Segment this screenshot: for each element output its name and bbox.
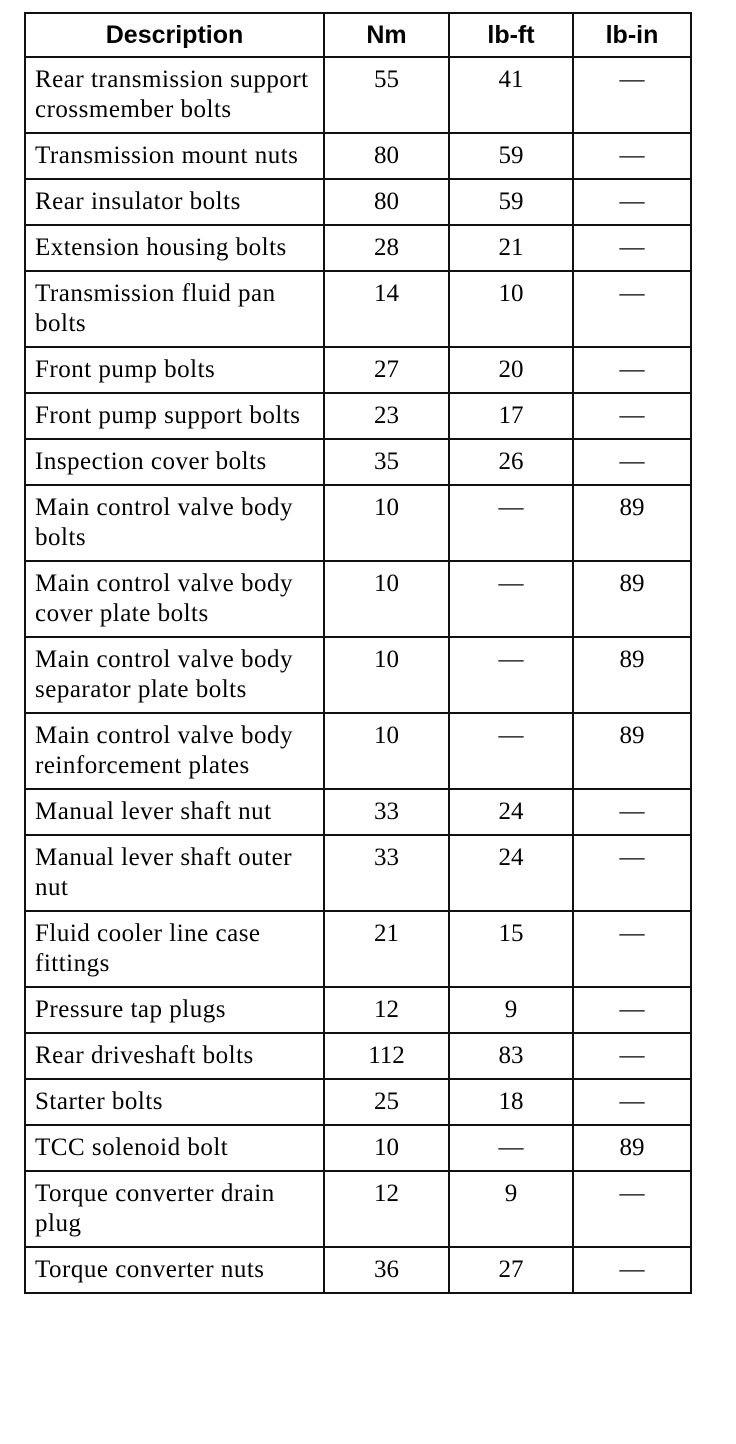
- table-row: [25, 835, 691, 911]
- cell-lb-ft: 24: [449, 789, 573, 835]
- cell-lb-in: —: [573, 57, 691, 133]
- cell-nm: 10: [324, 485, 449, 561]
- cell-description: Main control valve body reinforcement plates: [25, 713, 324, 789]
- cell-description: Pressure tap plugs: [25, 987, 324, 1033]
- table-row: [25, 713, 691, 789]
- cell-nm: 12: [324, 1171, 449, 1247]
- cell-description: Manual lever shaft outer nut: [25, 835, 324, 911]
- cell-nm: 27: [324, 347, 449, 393]
- cell-nm: 25: [324, 1079, 449, 1125]
- header-lb-ft: lb-ft: [449, 13, 573, 57]
- cell-description: Fluid cooler line case fittings: [25, 911, 324, 987]
- cell-nm: 112: [324, 1033, 449, 1079]
- cell-nm: 28: [324, 225, 449, 271]
- cell-lb-ft: 9: [449, 987, 573, 1033]
- cell-lb-in: —: [573, 911, 691, 987]
- cell-description: Manual lever shaft nut: [25, 789, 324, 835]
- cell-lb-in: —: [573, 1079, 691, 1125]
- table-row: [25, 179, 691, 225]
- cell-lb-ft: 17: [449, 393, 573, 439]
- cell-lb-in: —: [573, 179, 691, 225]
- cell-nm: 10: [324, 637, 449, 713]
- cell-lb-ft: 10: [449, 271, 573, 347]
- cell-lb-ft: 24: [449, 835, 573, 911]
- table-row: [25, 347, 691, 393]
- cell-nm: 33: [324, 789, 449, 835]
- cell-lb-in: —: [573, 1247, 691, 1293]
- table-header-row: [25, 13, 691, 57]
- cell-description: Front pump bolts: [25, 347, 324, 393]
- cell-nm: 80: [324, 133, 449, 179]
- cell-description: Rear insulator bolts: [25, 179, 324, 225]
- header-description: Description: [25, 13, 324, 57]
- cell-description: Rear transmission support crossmember bolts: [25, 57, 324, 133]
- cell-description: Starter bolts: [25, 1079, 324, 1125]
- table-row: [25, 1125, 691, 1171]
- cell-lb-ft: 59: [449, 179, 573, 225]
- cell-lb-ft: —: [449, 485, 573, 561]
- cell-lb-in: —: [573, 225, 691, 271]
- table-row: [25, 485, 691, 561]
- cell-nm: 10: [324, 561, 449, 637]
- cell-lb-ft: 18: [449, 1079, 573, 1125]
- table-row: [25, 1033, 691, 1079]
- cell-description: Extension housing bolts: [25, 225, 324, 271]
- table-row: [25, 637, 691, 713]
- header-lb-in: lb-in: [573, 13, 691, 57]
- cell-description: Main control valve body cover plate bolts: [25, 561, 324, 637]
- table-row: [25, 1247, 691, 1293]
- cell-nm: 55: [324, 57, 449, 133]
- table-row: [25, 271, 691, 347]
- cell-lb-ft: 15: [449, 911, 573, 987]
- cell-description: Torque converter drain plug: [25, 1171, 324, 1247]
- table-row: [25, 987, 691, 1033]
- table-row: [25, 911, 691, 987]
- cell-lb-in: 89: [573, 1125, 691, 1171]
- cell-lb-ft: 21: [449, 225, 573, 271]
- table-row: [25, 789, 691, 835]
- table-row: [25, 225, 691, 271]
- cell-lb-in: —: [573, 133, 691, 179]
- header-nm: Nm: [324, 13, 449, 57]
- table-row: [25, 57, 691, 133]
- cell-nm: 12: [324, 987, 449, 1033]
- cell-lb-ft: —: [449, 637, 573, 713]
- cell-nm: 35: [324, 439, 449, 485]
- cell-lb-ft: 41: [449, 57, 573, 133]
- cell-lb-in: —: [573, 439, 691, 485]
- table-body: [25, 57, 691, 1293]
- cell-description: Main control valve body bolts: [25, 485, 324, 561]
- cell-description: Transmission fluid pan bolts: [25, 271, 324, 347]
- cell-lb-ft: 26: [449, 439, 573, 485]
- cell-lb-ft: 9: [449, 1171, 573, 1247]
- cell-nm: 33: [324, 835, 449, 911]
- cell-nm: 14: [324, 271, 449, 347]
- cell-lb-in: —: [573, 987, 691, 1033]
- cell-nm: 10: [324, 1125, 449, 1171]
- cell-description: Main control valve body separator plate bolts: [25, 637, 324, 713]
- cell-lb-in: —: [573, 347, 691, 393]
- cell-nm: 36: [324, 1247, 449, 1293]
- cell-description: TCC solenoid bolt: [25, 1125, 324, 1171]
- table-row: [25, 561, 691, 637]
- cell-description: Transmission mount nuts: [25, 133, 324, 179]
- table-row: [25, 133, 691, 179]
- cell-nm: 80: [324, 179, 449, 225]
- cell-description: Inspection cover bolts: [25, 439, 324, 485]
- cell-description: Front pump support bolts: [25, 393, 324, 439]
- cell-nm: 21: [324, 911, 449, 987]
- cell-lb-ft: 59: [449, 133, 573, 179]
- cell-lb-ft: —: [449, 561, 573, 637]
- cell-lb-in: —: [573, 789, 691, 835]
- cell-lb-in: —: [573, 1171, 691, 1247]
- cell-lb-in: —: [573, 1033, 691, 1079]
- cell-description: Rear driveshaft bolts: [25, 1033, 324, 1079]
- cell-description: Torque converter nuts: [25, 1247, 324, 1293]
- cell-lb-ft: —: [449, 713, 573, 789]
- torque-spec-table: [24, 12, 692, 1294]
- cell-lb-in: 89: [573, 713, 691, 789]
- cell-nm: 10: [324, 713, 449, 789]
- cell-lb-in: —: [573, 393, 691, 439]
- cell-lb-ft: 27: [449, 1247, 573, 1293]
- cell-lb-in: 89: [573, 637, 691, 713]
- cell-lb-ft: 20: [449, 347, 573, 393]
- table-row: [25, 439, 691, 485]
- cell-lb-ft: —: [449, 1125, 573, 1171]
- cell-lb-in: —: [573, 271, 691, 347]
- cell-lb-in: 89: [573, 561, 691, 637]
- cell-nm: 23: [324, 393, 449, 439]
- table-row: [25, 393, 691, 439]
- cell-lb-in: —: [573, 835, 691, 911]
- cell-lb-ft: 83: [449, 1033, 573, 1079]
- table-row: [25, 1171, 691, 1247]
- table-row: [25, 1079, 691, 1125]
- cell-lb-in: 89: [573, 485, 691, 561]
